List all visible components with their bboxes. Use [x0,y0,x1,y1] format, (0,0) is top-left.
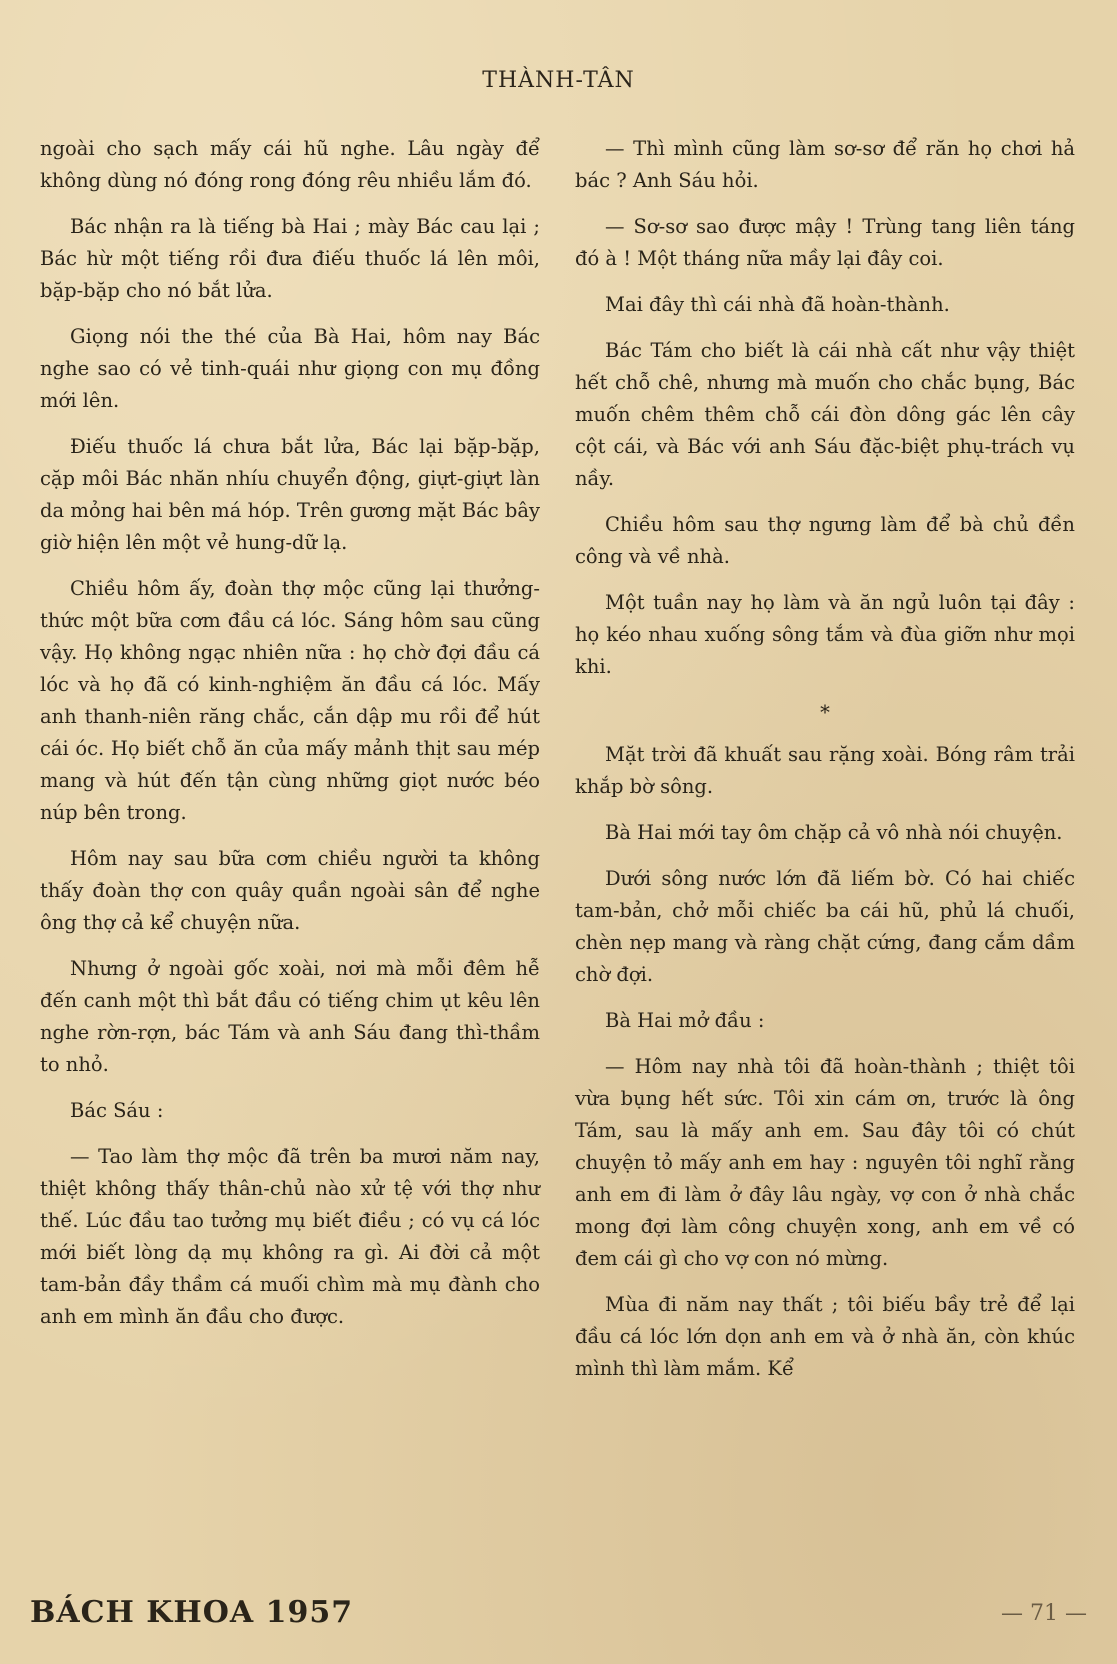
paragraph: — Sơ-sơ sao được mậy ! Trùng tang liên táng đó à ! Một tháng nữa mầy lại đây coi. [575,215,1075,270]
paragraph: Mặt trời đã khuất sau rặng xoài. Bóng râm trải khắp bờ sông. [575,743,1075,798]
paragraph: Mai đây thì cái nhà đã hoàn-thành. [605,293,950,316]
running-header: THÀNH-TÂN [482,68,635,93]
paragraph: Bác Tám cho biết là cái nhà cất như vậy thiệt hết chỗ chê, nhưng mà muốn cho chắc bụng, Bác muốn chêm thêm chỗ cái đòn dông gác lên cây cột cái, và Bác với anh Sáu đặc-biệt phụ-trách vụ nầy. [575,339,1075,490]
page-footer [30,1594,1087,1634]
publication-name: BÁCH KHOA 1957 [30,1595,354,1630]
paragraph: Chiều hôm ấy, đoàn thợ mộc cũng lại thưởng-thức một bữa cơm đầu cá lóc. Sáng hôm sau cũng vậy. Họ không ngạc nhiên nữa : họ chờ đợi đầu cá lóc và họ đã có kinh-nghiệm ăn đầu cá lóc. Mấy anh thanh-niên răng chắc, cắn dập mu rồi để hút cái óc. Họ biết chỗ ăn của mấy mảnh thịt sau mép mang và hút đến tận cùng những giọt nước béo núp bên trong. [40,577,540,824]
paragraph: Hôm nay sau bữa cơm chiều người ta không thấy đoàn thợ con quây quần ngoài sân để nghe ông thợ cả kể chuyện nữa. [40,847,540,934]
paragraph: — Hôm nay nhà tôi đã hoàn-thành ; thiệt tôi vừa bụng hết sức. Tôi xin cám ơn, trước là ông Tám, sau là mấy anh em. Sau đây tôi có chút chuyện tỏ mấy anh em hay : nguyên tôi nghĩ rằng anh em đi làm ở đây lâu ngày, vợ con ở nhà chắc mong đợi làm công chuyện xong, anh em về có đem cái gì cho vợ con nó mừng. [575,1055,1075,1270]
paragraph: Nhưng ở ngoài gốc xoài, nơi mà mỗi đêm hễ đến canh một thì bắt đầu có tiếng chim ụt kêu lên nghe rờn-rợn, bác Tám và anh Sáu đang thì-thầm to nhỏ. [40,957,540,1076]
paragraph: — Thì mình cũng làm sơ-sơ để răn họ chơi hả bác ? Anh Sáu hỏi. [575,137,1075,192]
paragraph: ngoài cho sạch mấy cái hũ nghe. Lâu ngày để không dùng nó đóng rong đóng rêu nhiều lắm đó. [40,137,540,192]
paragraph: Bác Sáu : [70,1099,164,1122]
left-column [40,133,540,1347]
paragraph: Giọng nói the thé của Bà Hai, hôm nay Bác nghe sao có vẻ tinh-quái như giọng con mụ đồng mới lên. [40,325,540,412]
paragraph: Dưới sông nước lớn đã liếm bờ. Có hai chiếc tam-bản, chở mỗi chiếc ba cái hũ, phủ lá chuối, chèn nẹp mang và ràng chặt cứng, đang cắm dầm chờ đợi. [575,867,1075,986]
paragraph: — Tao làm thợ mộc đã trên ba mươi năm nay, thiệt không thấy thân-chủ nào xử tệ với thợ như thế. Lúc đầu tao tưởng mụ biết điều ; có vụ cá lóc mới biết lòng dạ mụ không ra gì. Ai đời cả một tam-bản đầy thầm cá muối chìm mà mụ đành cho anh em mình ăn đầu cho được. [40,1145,540,1328]
paragraph: Bác nhận ra là tiếng bà Hai ; mày Bác cau lại ; Bác hừ một tiếng rồi đưa điếu thuốc lá lên môi, bặp-bặp cho nó bắt lửa. [40,215,540,302]
section-separator: * [820,701,830,724]
paragraph: Mùa đi năm nay thất ; tôi biếu bầy trẻ để lại đầu cá lóc lớn dọn anh em và ở nhà ăn, còn khúc mình thì làm mắm. Kể [575,1293,1075,1380]
right-column [575,133,1075,1399]
paragraph: Một tuần nay họ làm và ăn ngủ luôn tại đây : họ kéo nhau xuống sông tắm và đùa giỡn như mọi khi. [575,591,1075,678]
paragraph: Bà Hai mở đầu : [605,1009,765,1032]
paragraph: Điếu thuốc lá chưa bắt lửa, Bác lại bặp-bặp, cặp môi Bác nhăn nhíu chuyển động, giựt-giựt làn da mỏng hai bên má hóp. Trên gương mặt Bác bây giờ hiện lên một vẻ hung-dữ lạ. [40,435,540,554]
paragraph: Chiều hôm sau thợ ngưng làm để bà chủ đền công và về nhà. [575,513,1075,568]
paragraph: Bà Hai mới tay ôm chặp cả vô nhà nói chuyện. [605,821,1063,844]
page-number: — 71 — [1001,1601,1087,1626]
